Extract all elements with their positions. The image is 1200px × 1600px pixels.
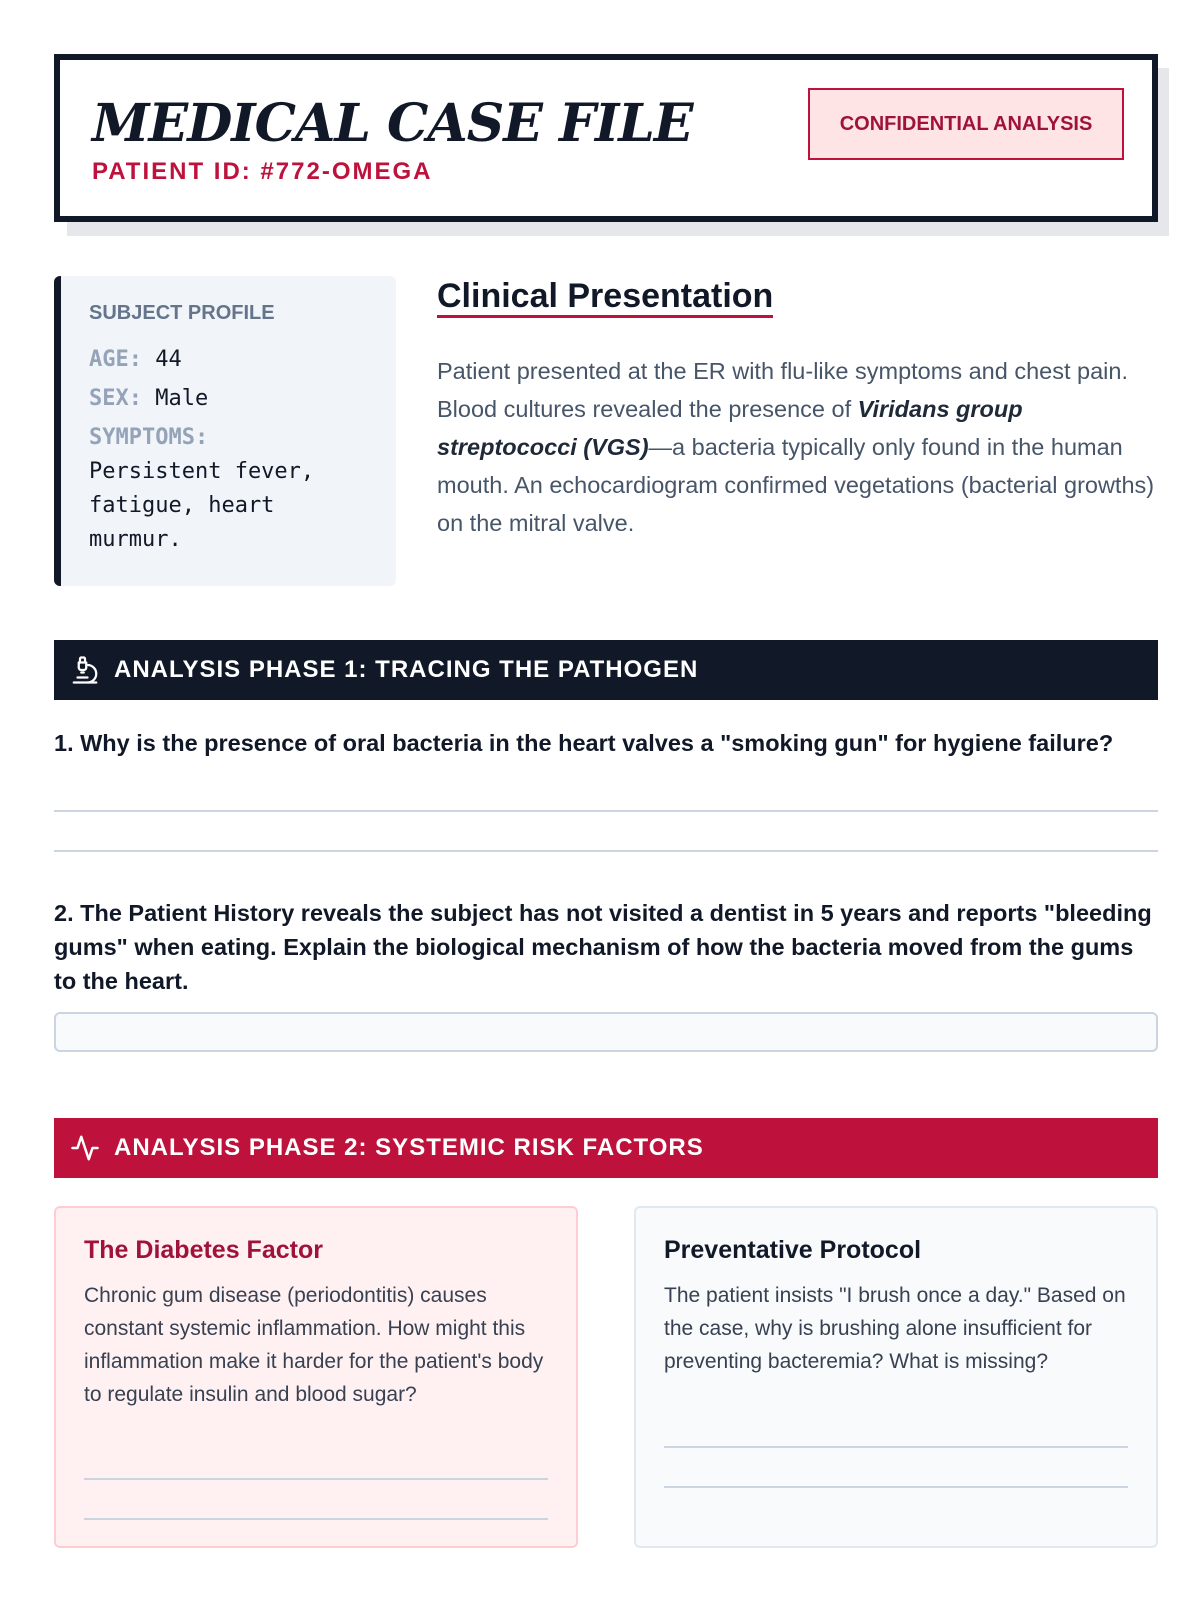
case-header	[54, 54, 1158, 222]
diabetes-card-text: Chronic gum disease (periodontitis) causes constant systemic inflammation. How might this inflammation make it harder for the patient's body to regulate insulin and blood sugar?	[84, 1284, 544, 1406]
phase1-title: ANALYSIS PHASE 1: TRACING THE PATHOGEN	[114, 656, 699, 683]
sex-value: Male	[155, 386, 209, 411]
subject-profile-panel	[54, 276, 396, 586]
phase1-header	[54, 640, 1158, 700]
question-2: 2. The Patient History reveals the subject has not visited a dentist in 5 years and reports "bleeding gums" when eating. Explain the biological mechanism of how the bacteria moved from the gums to the heart.	[54, 900, 1152, 994]
phase2-header	[54, 1118, 1158, 1178]
presentation-text-after: —a bacteria typically only found in the human mouth. An echocardiogram confirmed vegetations (bacterial growths) on the mitral valve.	[437, 434, 1155, 536]
profile-sex-row	[89, 382, 368, 416]
presentation-text-before: Patient presented at the ER with flu-like symptoms and chest pain. Blood cultures revealed the presence of	[437, 358, 1128, 422]
profile-title: SUBJECT PROFILE	[89, 302, 275, 324]
presentation-heading: Clinical Presentation	[437, 278, 773, 318]
phase2-title: ANALYSIS PHASE 2: SYSTEMIC RISK FACTORS	[114, 1134, 704, 1161]
presentation-text	[437, 352, 1157, 542]
profile-age-row	[89, 343, 368, 377]
diabetes-answer-line-a[interactable]	[84, 1478, 548, 1480]
page-title: MEDICAL CASE FILE	[92, 93, 693, 154]
protocol-answer-line-a[interactable]	[664, 1446, 1128, 1448]
clinical-presentation	[437, 278, 1157, 542]
confidential-badge: CONFIDENTIAL ANALYSIS	[808, 88, 1124, 160]
age-value: 44	[155, 347, 182, 372]
diabetes-factor-card	[54, 1206, 578, 1548]
question-1: 1. Why is the presence of oral bacteria in the heart valves a "smoking gun" for hygiene failure?	[54, 730, 1114, 756]
diabetes-answer-line-b[interactable]	[84, 1518, 548, 1520]
age-label: AGE:	[89, 347, 142, 372]
protocol-card-text: The patient insists "I brush once a day." Based on the case, why is brushing alone insufficient for preventing bacteremia? What is missing?	[664, 1284, 1126, 1373]
answer-line-1b[interactable]	[54, 850, 1158, 852]
protocol-answer-line-b[interactable]	[664, 1486, 1128, 1488]
symptoms-label: SYMPTOMS:	[89, 425, 209, 450]
protocol-card-title: Preventative Protocol	[664, 1236, 922, 1264]
sex-label: SEX:	[89, 386, 142, 411]
microscope-icon	[70, 655, 100, 685]
pathogen-name: Viridans group streptococci (VGS)	[437, 396, 1023, 460]
activity-icon	[70, 1133, 100, 1163]
answer-line-1a[interactable]	[54, 810, 1158, 812]
patient-id: PATIENT ID: #772-OMEGA	[92, 158, 433, 185]
diabetes-card-title: The Diabetes Factor	[84, 1236, 323, 1264]
answer-box-2[interactable]	[54, 1012, 1158, 1052]
preventative-protocol-card	[634, 1206, 1158, 1548]
symptoms-value: Persistent fever, fatigue, heart murmur.	[89, 459, 315, 552]
profile-symptoms-row	[89, 421, 368, 455]
